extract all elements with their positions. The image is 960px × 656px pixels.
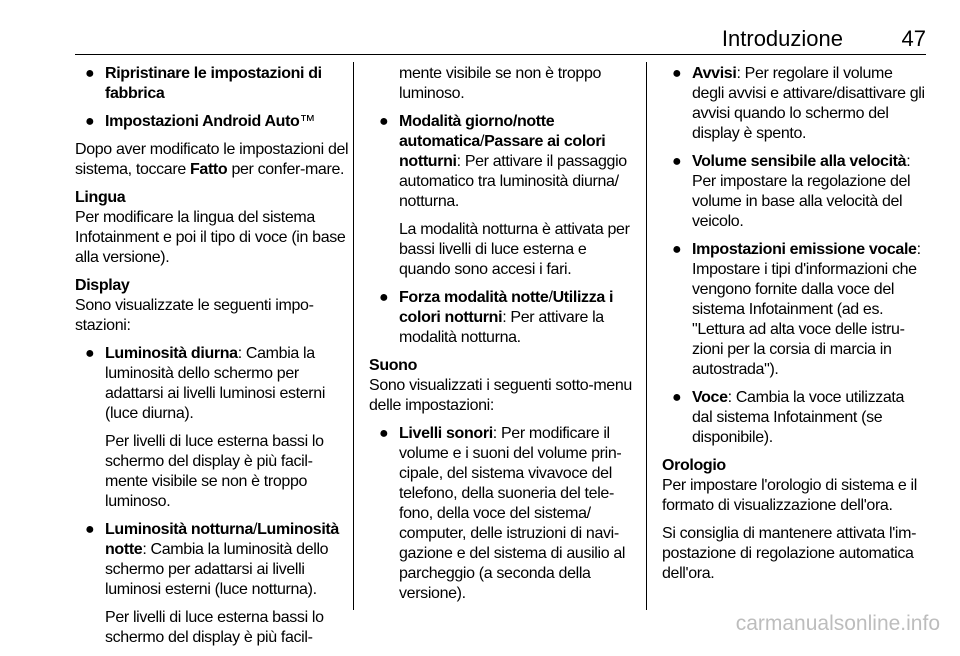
column-divider-1 <box>353 62 354 610</box>
list-item-label: Modalità giorno/notte automatica <box>399 113 555 150</box>
page-number: 47 <box>901 26 926 51</box>
list-item-continuation: Per livelli di luce esterna bassi lo schermo del display è più facil-mente visibile se non è troppo luminoso. <box>105 433 324 510</box>
bullet-dot: ● <box>85 345 95 362</box>
list-item-label: Passare ai colori notturni <box>399 133 606 170</box>
bullet-dot: ● <box>672 241 682 258</box>
label-separator: / <box>253 521 258 538</box>
paragraph: Per modificare la lingua del sistema Infotainment e poi il tipo di voce (in base alla versione). <box>75 209 346 266</box>
list-item <box>662 64 928 144</box>
list-item <box>75 520 350 600</box>
list-item-label: Livelli sonori <box>399 425 493 442</box>
watermark: carmanualsonline.info <box>735 612 940 635</box>
bullet-dot: ● <box>672 153 682 170</box>
label-separator: / <box>479 133 485 150</box>
bullet-dot: ● <box>379 425 389 442</box>
paragraph: Sono visualizzate le seguenti impo-stazioni: <box>75 297 314 334</box>
paragraph-text: per confer-mare. <box>227 161 345 178</box>
section-title: Introduzione <box>721 26 843 51</box>
list-item <box>75 344 350 424</box>
list-item-label: Luminosità diurna <box>105 345 238 362</box>
section-heading-suono: Suono <box>369 357 418 374</box>
section-heading-lingua: Lingua <box>75 189 126 206</box>
list-item-label: Luminosità notturna <box>105 521 254 538</box>
list-item <box>75 64 350 104</box>
bullet-dot: ● <box>379 289 389 306</box>
label-separator: / <box>548 289 553 306</box>
list-item-continuation: mente visibile se non è troppo luminoso. <box>399 65 602 102</box>
page-header <box>75 26 926 52</box>
list-item-label: Forza modalità notte <box>399 289 549 306</box>
section-heading-display: Display <box>75 277 130 294</box>
paragraph-text: Dopo aver modificato le impostazioni del sistema, toccare <box>75 141 349 178</box>
list-item-text: : Per attivare il passaggio automatico tra luminosità diurna/ notturna. <box>399 153 627 210</box>
bullet-dot: ● <box>672 389 682 406</box>
list-item-text: : Per regolare il volume degli avvisi e attivare/disattivare gli avvisi quando lo schermo del display è spento. <box>692 65 925 142</box>
bullet-dot: ● <box>85 65 95 82</box>
list-item <box>369 424 637 604</box>
list-item-label: Avvisi <box>692 65 737 82</box>
header-rule <box>75 54 926 55</box>
bullet-dot: ● <box>379 113 389 130</box>
list-item-text: : Per attivare la modalità notturna. <box>399 309 604 346</box>
list-item <box>662 152 928 232</box>
list-item-continuation: La modalità notturna è attivata per bassi livelli di luce esterna e quando sono accesi i fari. <box>399 221 630 278</box>
column-2 <box>369 64 637 612</box>
column-3 <box>662 64 928 592</box>
list-item-text: : Cambia la luminosità dello schermo per adattarsi ai livelli luminosi esterni (luce notturna). <box>105 541 329 598</box>
list-item-label: Luminosità notte <box>105 521 339 558</box>
bullet-dot: ● <box>85 113 95 130</box>
list-item-label: Impostazioni Android Auto <box>105 113 300 130</box>
column-1 <box>75 64 350 656</box>
trademark-symbol: ™ <box>299 113 316 130</box>
bullet-dot: ● <box>672 65 682 82</box>
list-item-label: Voce <box>692 389 728 406</box>
list-item-label: Volume sensibile alla velocità <box>692 153 907 170</box>
list-item-label: Utilizza i colori notturni <box>399 289 614 326</box>
list-item-text: : Cambia la voce utilizzata dal sistema Infotainment (se disponibile). <box>692 389 905 446</box>
list-item-label: Impostazioni emissione vocale <box>692 241 917 258</box>
list-item-text: : Impostare i tipi d'informazioni che vengono fornite dalla voce del sistema Infotainment (ad es. "Lettura ad alta voce delle istru-zioni per la corsia di marcia in autostrada"). <box>692 241 921 378</box>
paragraph-emphasis: Fatto <box>189 161 228 178</box>
section-heading-orologio: Orologio <box>662 457 726 474</box>
list-item-text: : Per impostare la regolazione del volume in base alla velocità del veicolo. <box>692 153 911 230</box>
bullet-dot: ● <box>85 521 95 538</box>
list-item <box>369 288 637 348</box>
paragraph: Sono visualizzati i seguenti sotto-menu delle impostazioni: <box>369 377 632 414</box>
list-item-text: : Cambia la luminosità dello schermo per adattarsi ai livelli luminosi esterni (luce diurna). <box>105 345 326 422</box>
list-item <box>75 112 350 132</box>
paragraph: Per impostare l'orologio di sistema e il formato di visualizzazione dell'ora. <box>662 477 917 514</box>
paragraph <box>75 140 350 180</box>
list-item <box>662 388 928 448</box>
list-item <box>369 112 637 212</box>
list-item-label: Ripristinare le impostazioni di fabbrica <box>105 65 322 102</box>
list-item-text: : Per modificare il volume e i suoni del volume prin-cipale, del sistema vivavoce del telefono, della suoneria del tele-fono, della voce del sistema/ computer, delle istruzioni di navi-gazione e del sistema di ausilio al parcheggio (a seconda della versione). <box>399 425 626 602</box>
list-item <box>662 240 928 380</box>
list-item-continuation: Per livelli di luce esterna bassi lo schermo del display è più facil- <box>105 609 324 646</box>
paragraph: Si consiglia di mantenere attivata l'im-postazione di regolazione automatica dell'ora. <box>662 525 917 582</box>
column-divider-2 <box>646 62 647 610</box>
